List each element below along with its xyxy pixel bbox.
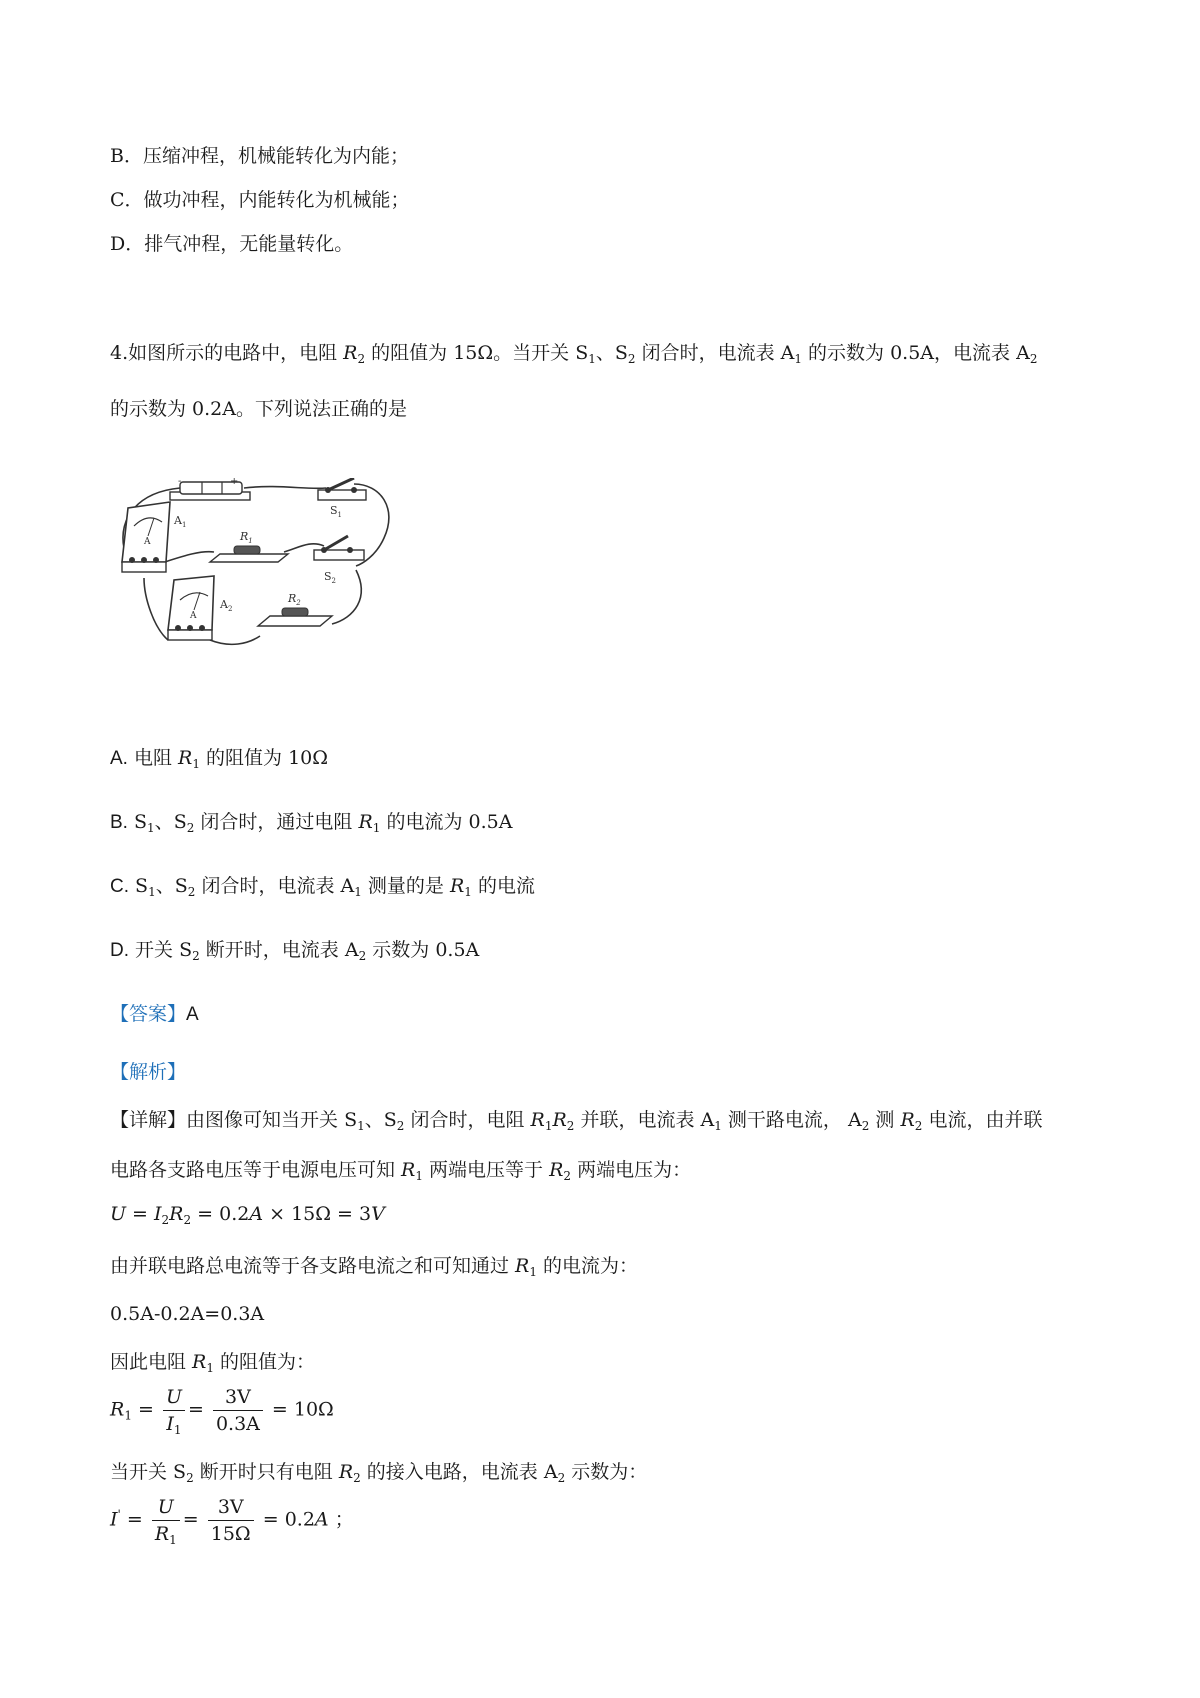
- analysis-tag: 【解析】: [110, 1061, 187, 1083]
- a1-face-letter: A: [144, 537, 151, 547]
- option-c-prev: C．做功冲程，内能转化为机械能；: [110, 189, 410, 211]
- label-s2: $S_2$: [324, 570, 337, 585]
- wire-a2-a1: [144, 578, 168, 640]
- equation-3: I' = $\frac{U}{R_1}$ = $\frac{3V}{15\Omega}$ = 0.2A ；: [110, 1496, 354, 1547]
- ammeter-a2: [168, 576, 214, 640]
- detail-line-1: 【详解】由图像可知当开关 $S_1$、$S_2$ 闭合时，电阻 $R_1R_2$ 并联，电流表 $A_1$ 测干路电流， $A_2$ 测 $R_2$ 电流，由并联: [110, 1109, 1043, 1133]
- battery-minus: -: [178, 478, 182, 487]
- equation-2: $R_1$ = $\frac{U}{I_1}$ = $\frac{3V}{0.3A}$ = 10Ω: [110, 1386, 334, 1437]
- label-a1: $A_1$: [174, 514, 187, 529]
- answer-tag: 【答案】: [110, 1003, 187, 1025]
- detail-line-8: 当开关 $S_2$ 断开时只有电阻 $R_2$ 的接入电路，电流表 $A_2$ 示数为：: [110, 1461, 648, 1485]
- label-r1: $R_1$: [240, 530, 253, 545]
- switch-s1: [318, 478, 366, 500]
- a2-face-letter: A: [190, 611, 197, 621]
- option-a: A. 电阻 $R_1$ 的阻值为 10Ω: [110, 747, 329, 771]
- resistor-r1: [210, 546, 288, 562]
- label-s1: $S_1$: [330, 504, 343, 519]
- question-line-1: 4.如图所示的电路中，电阻 $R_2$ 的阻值为 15Ω。当开关 $S_1$、$S_2$ 闭合时，电流表 $A_1$ 的示数为 0.5A，电流表 $A_2$: [110, 342, 1038, 366]
- detail-line-6: 因此电阻 $R_1$ 的阻值为：: [110, 1351, 316, 1375]
- equation-1: $U = I_2R_2 = 0.2A \times 15\Omega = 3V$: [110, 1203, 385, 1227]
- detail-line-5: 0.5A-0.2A=0.3A: [110, 1303, 265, 1325]
- battery-plus: +: [230, 478, 239, 487]
- option-b-prev: B．压缩冲程，机械能转化为内能；: [110, 145, 409, 167]
- fraction-3v-over-15ohm: $\frac{3V}{15\Omega}$: [208, 1496, 254, 1545]
- switch-s2: [314, 536, 364, 560]
- wire-r2-a2: [210, 636, 260, 644]
- resistor-r2: [258, 608, 332, 626]
- question-line-2: 的示数为 0.2A。下列说法正确的是: [110, 398, 407, 420]
- option-d-prev: D．排气冲程，无能量转化。: [110, 233, 354, 255]
- fraction-u-over-i: $\frac{U}{I_1}$: [163, 1386, 185, 1435]
- detail-line-4: 由并联电路总电流等于各支路电流之和可知通过 $R_1$ 的电流为：: [110, 1255, 639, 1279]
- detail-line-2: 电路各支路电压等于电源电压可知 $R_1$ 两端电压等于 $R_2$ 两端电压为：: [110, 1159, 692, 1183]
- circuit-diagram: [118, 478, 430, 698]
- label-a2: $A_2$: [220, 598, 233, 613]
- answer-line: [110, 1002, 199, 1027]
- wire-s2-r2: [332, 570, 361, 624]
- option-d: D. 开关 $S_2$ 断开时，电流表 $A_2$ 示数为 0.5A: [110, 939, 480, 963]
- option-b: B. $S_1$、$S_2$ 闭合时，通过电阻 $R_1$ 的电流为 0.5A: [110, 811, 513, 835]
- fraction-3v-over-03a: $\frac{3V}{0.3A}$: [213, 1386, 263, 1435]
- wire-battery-s1: [244, 487, 326, 489]
- label-r2: $R_2$: [288, 592, 301, 607]
- option-c: C. $S_1$、$S_2$ 闭合时，电流表 $A_1$ 测量的是 $R_1$ 的电流: [110, 875, 535, 899]
- answer-value: A: [186, 1004, 199, 1025]
- fraction-u-over-r1: $\frac{U}{R_1}$: [152, 1496, 180, 1545]
